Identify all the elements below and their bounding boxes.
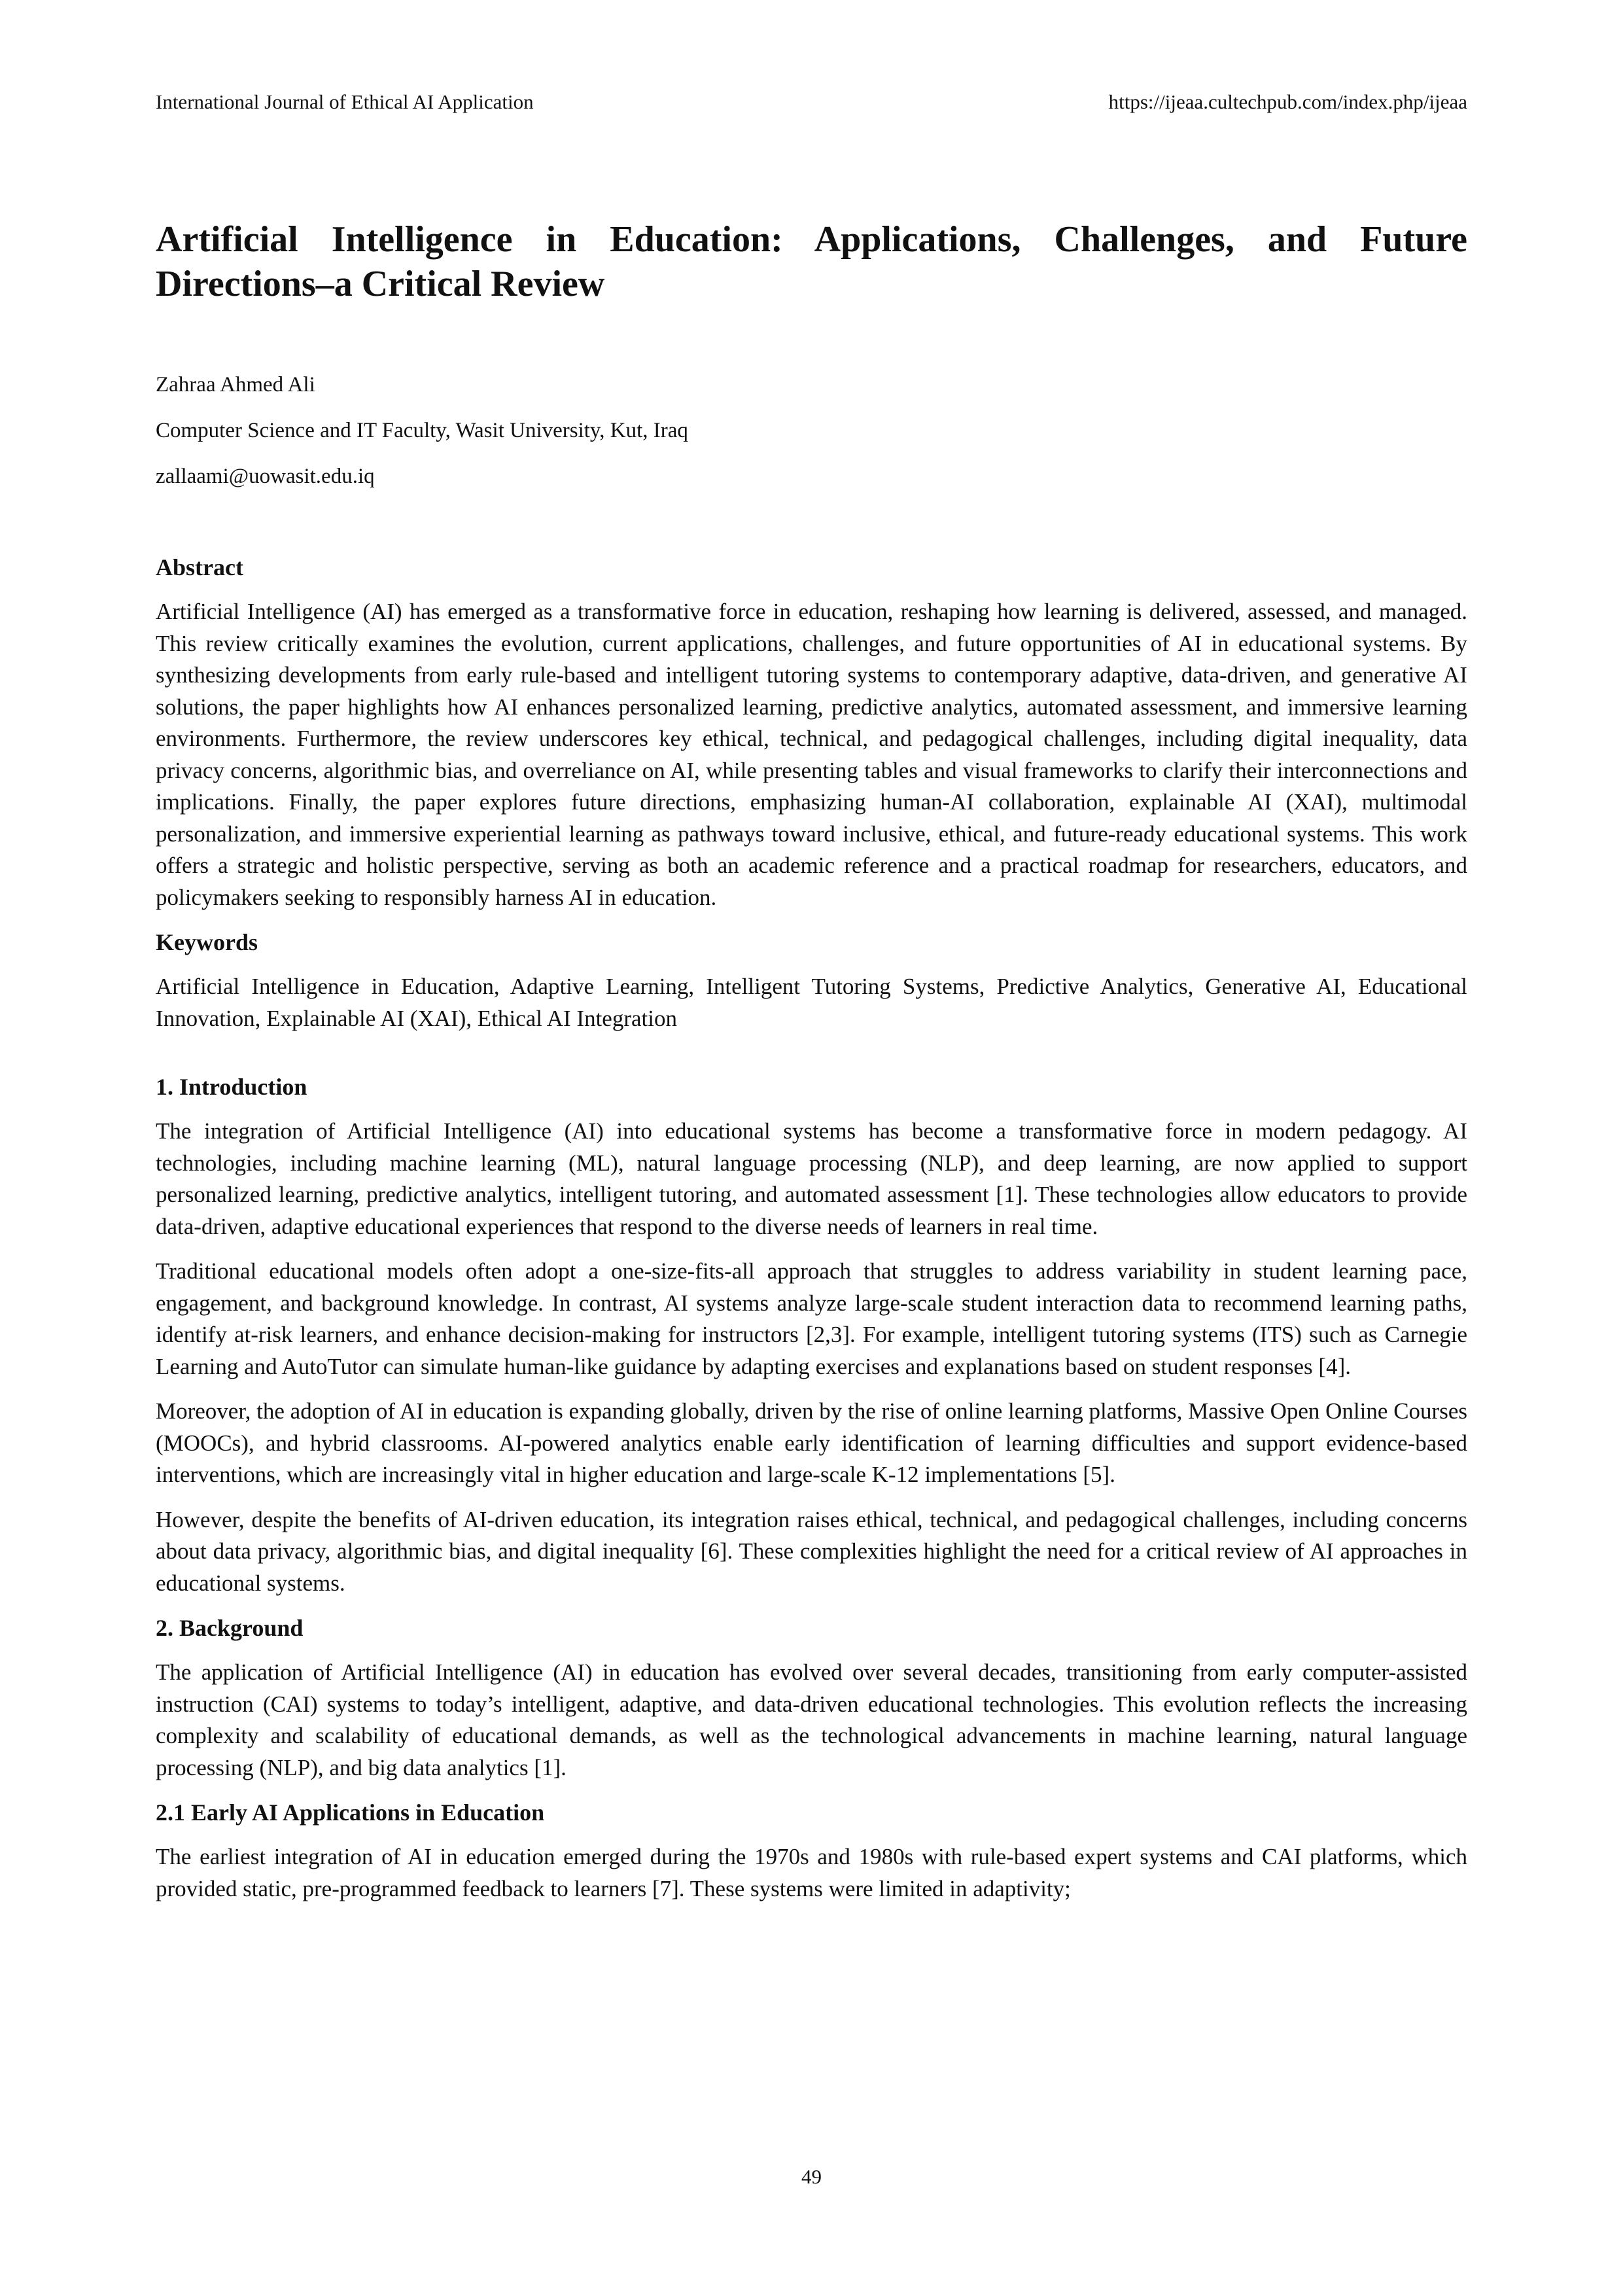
keywords-text: Artificial Intelligence in Education, Adaptive Learning, Intelligent Tutoring Systems, Predictive Analytics, Generative AI, Educational Innovation, Explainable AI (XAI), Ethical AI Integration — [156, 974, 1467, 1031]
journal-name: International Journal of Ethical AI Application — [156, 90, 534, 113]
background-heading: 2. Background — [156, 1615, 304, 1641]
author-name: Zahraa Ahmed Ali — [156, 373, 315, 397]
introduction-paragraph-3: Moreover, the adoption of AI in education is expanding globally, driven by the rise of online learning platforms, Massive Open Online Courses (MOOCs), and hybrid classrooms. AI-powered analytics enable early identification of learning difficulties and support evidence-based interventions, which are increasingly vital in higher education and large-scale K-12 implementations [5]. — [156, 1398, 1467, 1487]
author-email[interactable]: zallaami@uowasit.edu.iq — [156, 465, 375, 488]
abstract-heading: Abstract — [156, 554, 243, 580]
paper-page — [156, 0, 1467, 2296]
page-number: 49 — [801, 2165, 822, 2188]
introduction-paragraph-4: However, despite the benefits of AI-driven education, its integration raises ethical, technical, and pedagogical challenges, including concerns about data privacy, algorithmic bias, and digital inequality [6]. These complexities highlight the need for a critical review of AI approaches in educational systems. — [156, 1506, 1467, 1596]
author-affiliation: Computer Science and IT Faculty, Wasit University, Kut, Iraq — [156, 419, 688, 442]
article-title: Artificial Intelligence in Education: Applications, Challenges, and Future Directions–a Critical Review — [156, 219, 1467, 304]
introduction-paragraph-1: The integration of Artificial Intelligence (AI) into educational systems has become a transformative force in modern pedagogy. AI technologies, including machine learning (ML), natural language processing (NLP), and deep learning, are now applied to support personalized learning, predictive analytics, intelligent tutoring, and automated assessment [1]. These technologies allow educators to provide data-driven, adaptive educational experiences that respond to the diverse needs of learners in real time. — [156, 1118, 1467, 1239]
journal-url[interactable]: https://ijeaa.cultechpub.com/index.php/ijeaa — [1108, 90, 1467, 113]
background-paragraph: The application of Artificial Intelligence (AI) in education has evolved over several decades, transitioning from early computer-assisted instruction (CAI) systems to today’s intelligent, adaptive, and data-driven educational technologies. This evolution reflects the increasing complexity and scalability of educational demands, as well as the technological advancements in machine learning, natural language processing (NLP), and big data analytics [1]. — [156, 1659, 1467, 1780]
early-ai-heading: 2.1 Early AI Applications in Education — [156, 1799, 545, 1826]
running-header — [156, 89, 1467, 115]
keywords-heading: Keywords — [156, 929, 258, 955]
abstract-text: Artificial Intelligence (AI) has emerged as a transformative force in education, reshaping how learning is delivered, assessed, and managed. This review critically examines the evolution, current applications, challenges, and future opportunities of AI in educational systems. By synthesizing developments from early rule-based and intelligent tutoring systems to contemporary adaptive, data-driven, and generative AI solutions, the paper highlights how AI enhances personalized learning, predictive analytics, automated assessment, and immersive learning environments. Furthermore, the review underscores key ethical, technical, and pedagogical challenges, including digital inequality, data privacy concerns, algorithmic bias, and overreliance on AI, while presenting tables and visual frameworks to clarify their interconnections and implications. Finally, the paper explores future directions, emphasizing human-AI collaboration, explainable AI (XAI), multimodal personalization, and immersive experiential learning as pathways toward inclusive, ethical, and future-ready educational systems. This work offers a strategic and holistic perspective, serving as both an academic reference and a practical roadmap for researchers, educators, and policymakers seeking to responsibly harness AI in education. — [156, 599, 1467, 910]
early-ai-paragraph: The earliest integration of AI in education emerged during the 1970s and 1980s with rule-based expert systems and CAI platforms, which provided static, pre-programmed feedback to learners [7]. These systems were limited in adaptivity; — [156, 1844, 1467, 1901]
author-block — [156, 370, 1467, 508]
introduction-heading: 1. Introduction — [156, 1074, 307, 1100]
body-flow — [156, 552, 1467, 1918]
introduction-paragraph-2: Traditional educational models often adopt a one-size-fits-all approach that struggles to address variability in student learning pace, engagement, and background knowledge. In contrast, AI systems analyze large-scale student interaction data to recommend learning paths, identify at-risk learners, and enhance decision-making for instructors [2,3]. For example, intelligent tutoring systems (ITS) such as Carnegie Learning and AutoTutor can simulate human-like guidance by adapting exercises and explanations based on student responses [4]. — [156, 1258, 1467, 1379]
